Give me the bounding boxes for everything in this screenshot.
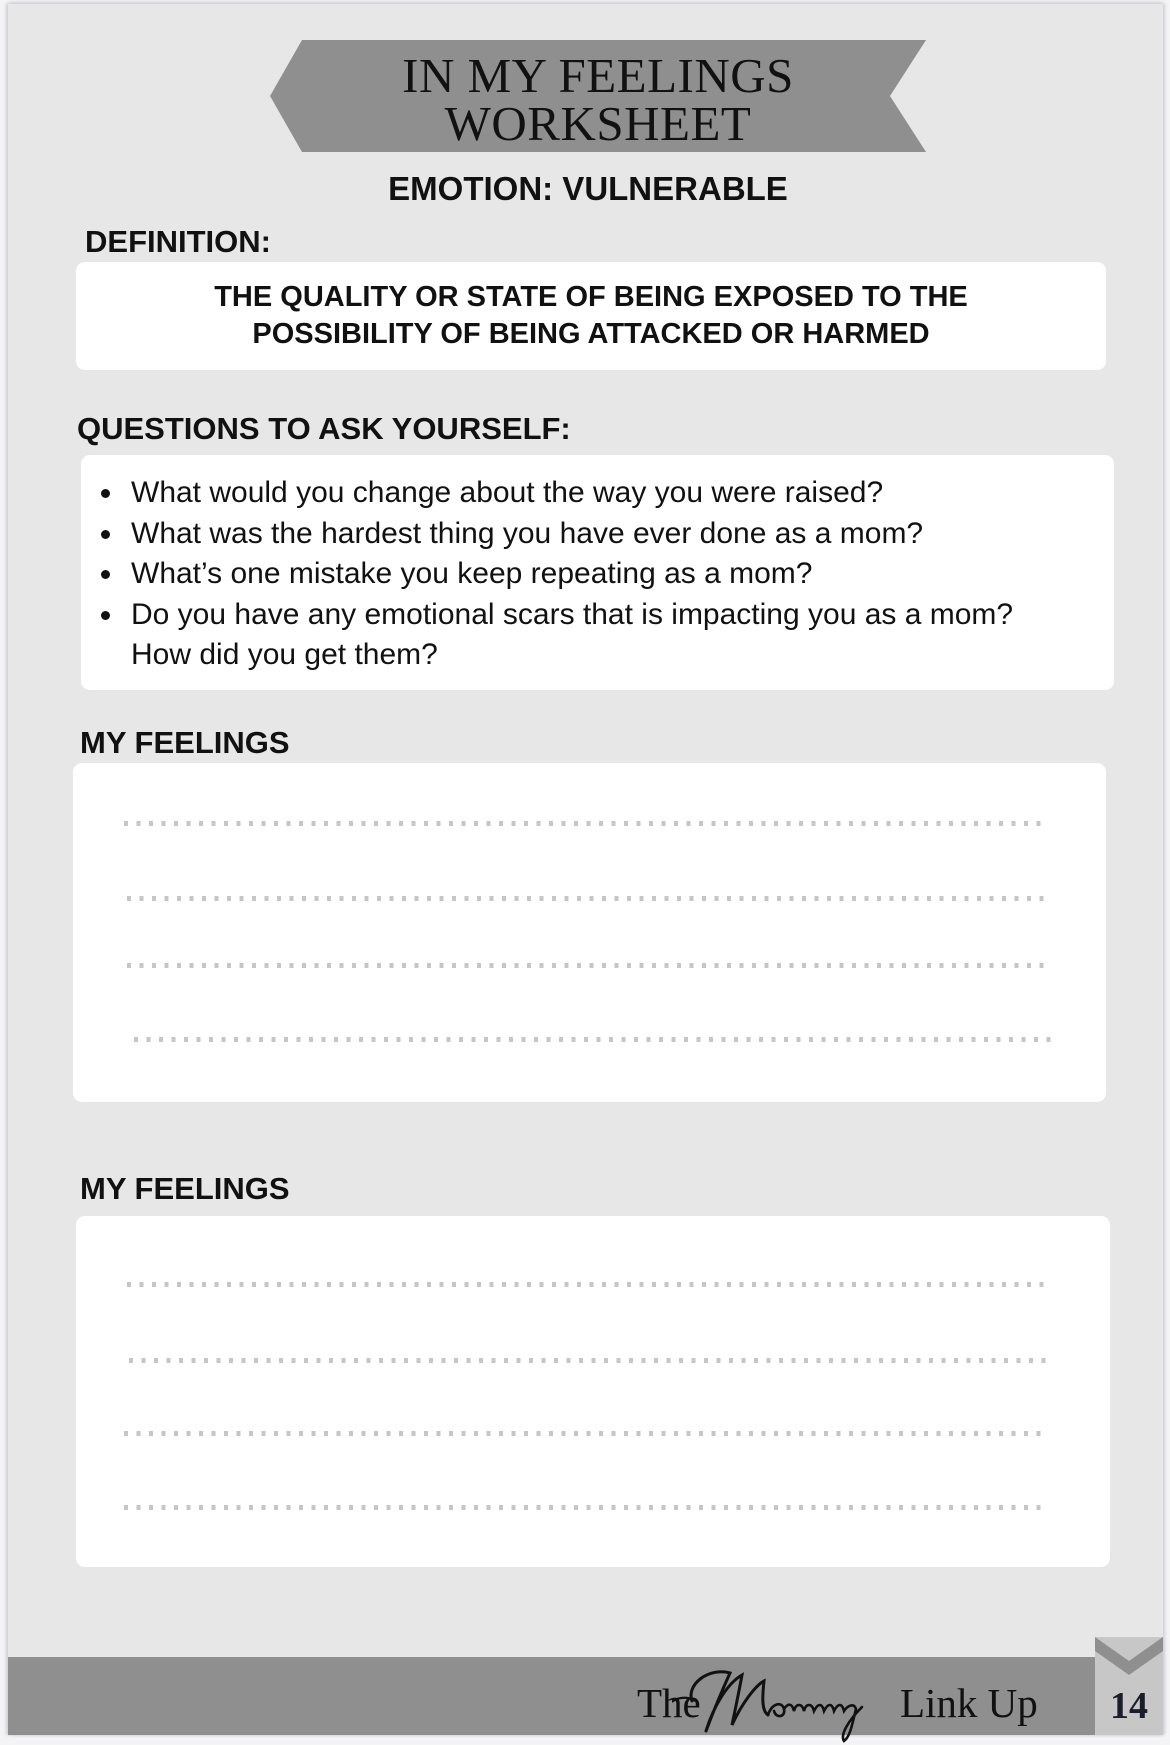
- dotted-writing-line[interactable]: [127, 963, 1047, 968]
- question-text: What would you change about the way you were raised?: [131, 476, 884, 509]
- question-item-continuation: How did you get them?: [131, 638, 438, 671]
- title-banner: [270, 40, 926, 152]
- definition-text: [76, 279, 1106, 353]
- emotion-subtitle: EMOTION: VULNERABLE: [388, 170, 788, 207]
- dotted-writing-line[interactable]: [124, 1431, 1044, 1436]
- dotted-writing-line[interactable]: [124, 821, 1044, 826]
- brand-logo: [632, 1657, 1052, 1735]
- bullet-icon: [101, 489, 110, 498]
- question-text: What was the hardest thing you have ever done as a mom?: [131, 516, 924, 550]
- question-item: [81, 595, 1013, 636]
- logo-link-up-text: Link Up: [900, 1680, 1038, 1726]
- my-feelings-writing-area-2[interactable]: [76, 1216, 1110, 1567]
- definition-line-1: THE QUALITY OR STATE OF BEING EXPOSED TO THE: [214, 281, 968, 313]
- my-feelings-writing-area-1[interactable]: [73, 763, 1106, 1102]
- dotted-writing-line[interactable]: [127, 1282, 1047, 1287]
- dotted-writing-line[interactable]: [129, 1358, 1049, 1363]
- page-title-line-1: IN MY FEELINGS: [402, 48, 794, 103]
- question-item: [81, 514, 1013, 555]
- questions-list: [81, 473, 1013, 676]
- my-feelings-label-1: MY FEELINGS: [80, 725, 290, 760]
- page-number-box: [1095, 1637, 1163, 1735]
- my-feelings-label-2: MY FEELINGS: [80, 1171, 290, 1206]
- question-item: [81, 554, 1013, 595]
- question-item: [81, 473, 1013, 514]
- dotted-writing-line[interactable]: [127, 896, 1047, 901]
- worksheet-page: [8, 4, 1163, 1735]
- dotted-writing-line[interactable]: [124, 1505, 1044, 1510]
- bullet-icon: [101, 570, 110, 579]
- question-text: What’s one mistake you keep repeating as a mom?: [131, 557, 813, 590]
- bullet-icon: [101, 530, 110, 539]
- questions-label: QUESTIONS TO ASK YOURSELF:: [77, 411, 571, 446]
- page-title: [270, 48, 926, 151]
- definition-box: [76, 262, 1106, 370]
- mommy-script-logo-icon: [672, 1645, 892, 1745]
- definition-label: DEFINITION:: [85, 224, 271, 259]
- bullet-icon: [101, 611, 110, 620]
- logo-the-text: The: [637, 1680, 701, 1726]
- questions-box: [81, 455, 1114, 690]
- page-number: 14: [1110, 1685, 1148, 1727]
- page-title-line-2: WORKSHEET: [444, 96, 752, 151]
- question-text: Do you have any emotional scars that is impacting you as a mom?: [131, 597, 1014, 631]
- dotted-writing-line[interactable]: [134, 1037, 1054, 1042]
- definition-line-2: POSSIBILITY OF BEING ATTACKED OR HARMED: [252, 318, 930, 350]
